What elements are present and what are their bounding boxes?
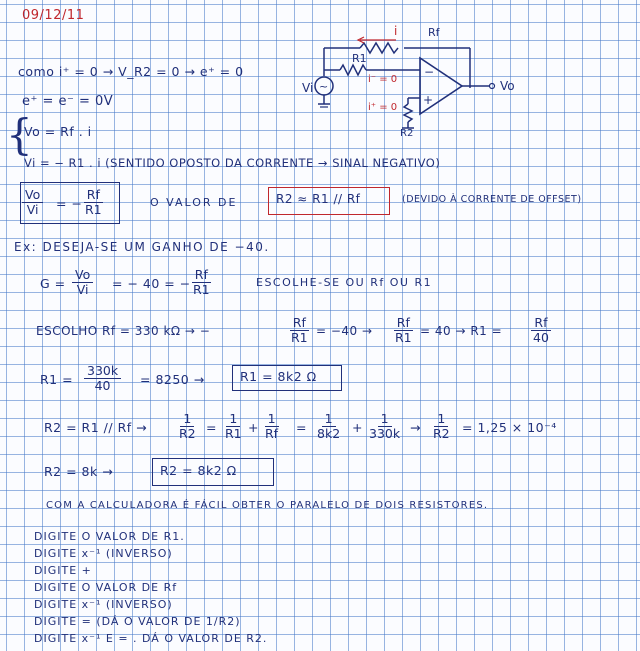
vi-label: Vi xyxy=(302,81,314,95)
i-minus-label: i⁻ = 0 xyxy=(368,74,398,85)
calculator-note: COM A CALCULADORA É FÁCIL OBTER O PARALELO DE DOIS RESISTORES. xyxy=(46,500,489,511)
calculator-step: DIGITE x⁻¹ (INVERSO) xyxy=(34,598,173,611)
gain-fraction-left: $\frac{Vo}{Vi}$ xyxy=(22,188,43,217)
svg-text:−: − xyxy=(424,65,435,79)
i-plus-label: i⁺ = 0 xyxy=(368,102,398,113)
r1-result: R1 = 8k2 Ω xyxy=(240,369,317,384)
resistor-r2 xyxy=(404,104,412,122)
calculator-step: DIGITE x⁻¹ E = . DÁ O VALOR DE R2. xyxy=(34,632,268,645)
g-fraction-vo-vi: $\frac{Vo}{Vi}$ xyxy=(72,268,93,297)
rf-label: Rf xyxy=(428,26,440,39)
inverting-amplifier-circuit xyxy=(300,18,540,136)
notebook-page: 09/12/11 i Rf R1 ~ Vi − + Vo R2 i⁻ = 0 i⁺ = 0 como i⁺ = 0 → V_R2 = 0 → e⁺ = 0 e⁺ = e⁻ = 0V { Vo = Rf . i Vi = − R1 . i (SENTIDO OPOSTO DA CORRENTE → SINAL NEGATIVO) $\frac{Vo}{Vi}$ = − $\frac{Rf}{R1}$ O VALOR DE R2 ≈ R1 // Rf (DEVIDO À CORRENTE DE OFFSET) Ex: DESEJA-SE UM GANHO DE −40. G = $\frac{Vo}{Vi}$ = − 40 = − $\frac{Rf}{R1}$ ESCOLHE-SE OU Rf OU R1 ESCOLHO Rf = 330 kΩ → − $\frac{Rf}{R1}$ = −40 → $\frac{Rf}{R1}$ = 40 → R1 = $\frac{Rf}{40}$ R1 = $\frac{330k}{40}$ = 8250 → R1 = 8k2 Ω R2 = R1 // Rf → $\frac{1}{R2}$ = $\frac{1}{R1}$ + $\frac{1}{Rf}$ = $\frac{1}{8k2}$ + $\frac{1}{330k}$ → $\frac{1}{R2}$ = 1,25 × 10⁻⁴ R2 = 8k → R2 = 8k2 Ω COM A CALCULADORA É FÁCIL OBTER O PARALELO DE DOIS RESISTORES. DIGITE O VALOR DE R1. DIGITE x⁻¹ (INVERSO) DIGITE + DIGITE O VALOR DE Rf DIGITE x⁻¹ (INVERSO) DIGITE = (DÁ O VALOR DE 1/R2) DIGITE x⁻¹ E = . DÁ O VALOR DE R2. xyxy=(0,0,640,651)
r2-label: R2 xyxy=(400,128,414,136)
r2-result: R2 = 8k2 Ω xyxy=(160,463,237,478)
date: 09/12/11 xyxy=(22,8,85,23)
line-e-equal: e⁺ = e⁻ = 0V xyxy=(22,94,114,109)
offset-note: (DEVIDO À CORRENTE DE OFFSET) xyxy=(402,194,582,205)
calculator-step: DIGITE + xyxy=(34,564,92,577)
calculator-step: DIGITE O VALOR DE R1. xyxy=(34,530,185,543)
valor-de-text: O VALOR DE xyxy=(150,196,238,209)
g-fraction-rf-r1: $\frac{Rf}{R1}$ xyxy=(193,267,210,297)
r2-rule: R2 ≈ R1 // Rf xyxy=(276,192,361,206)
system-brace: { xyxy=(6,110,33,159)
eq-vo: Vo = Rf . i xyxy=(24,124,92,139)
current-label: i xyxy=(394,24,398,38)
svg-text:~: ~ xyxy=(319,80,329,93)
line-como: como i⁺ = 0 → V_R2 = 0 → e⁺ = 0 xyxy=(18,64,244,79)
calculator-step: DIGITE O VALOR DE Rf xyxy=(34,581,178,594)
eq-vi: Vi = − R1 . i (SENTIDO OPOSTO DA CORRENTE → SINAL NEGATIVO) xyxy=(24,156,441,170)
gain-fraction-right: $\frac{Rf}{R1}$ xyxy=(85,187,102,217)
r2-inverse-result: = 1,25 × 10⁻⁴ xyxy=(462,420,557,435)
resistor-r1 xyxy=(340,65,366,75)
r1-label: R1 xyxy=(352,52,367,65)
calculator-step: DIGITE x⁻¹ (INVERSO) xyxy=(34,547,173,560)
svg-text:+: + xyxy=(423,93,434,107)
example-text: Ex: DESEJA-SE UM GANHO DE −40. xyxy=(14,240,270,254)
vo-label: Vo xyxy=(500,79,515,93)
calculator-step: DIGITE = (DÁ O VALOR DE 1/R2) xyxy=(34,615,241,628)
